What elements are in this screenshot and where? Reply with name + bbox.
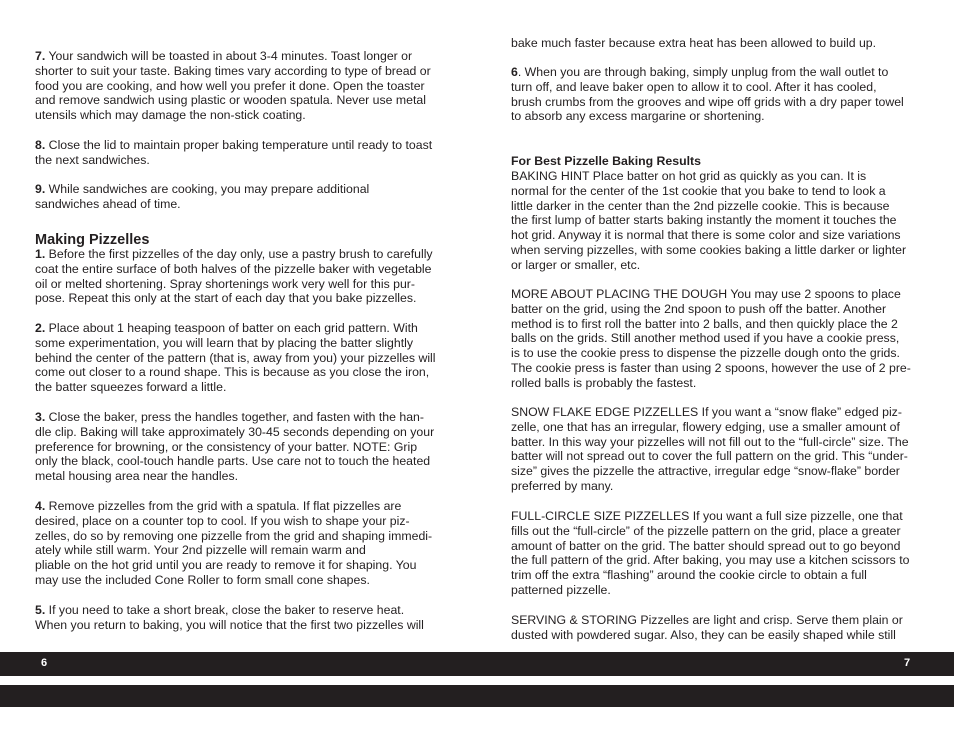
step-8-number: 8. — [35, 138, 46, 152]
pizzelle-step-2-number: 2. — [35, 321, 46, 335]
baking-hint-paragraph: BAKING HINT Place batter on hot grid as quickly as you can. It is normal for the center of the 1st cookie that you bake to tend to look a little darker in the center than the 2nd pizzelle cookie. This is because the first lump of batter starts baking instantly the moment it touches the hot grid. Anyway it is normal that there is some color and size variations when serving pizzelles, with some cookies baking a little darker or lighter or larger or smaller, etc. — [511, 169, 907, 272]
best-results-heading: For Best Pizzelle Baking Results — [511, 154, 701, 168]
pizzelle-step-2 — [35, 321, 445, 395]
pizzelle-step-3-text: Close the baker, press the handles together, and fasten with the han- dle clip. Baking will take approximately 30-45 seconds depending on your preference for browning, or the consistency of your batter. NOTE: Grip only the black, cool-touch handle parts. Use care not to touch the heated metal housing area near the handles. — [35, 410, 435, 483]
pizzelle-step-4 — [35, 499, 445, 588]
step-7-paragraph — [35, 49, 445, 123]
snow-flake-paragraph: SNOW FLAKE EDGE PIZZELLES If you want a “snow flake” edged piz- zelle, one that has an irregular, flowery edging, use a smaller amount of batter. In this way your pizzelles will not fill out to the “full-circle” size. The batter will not spread out to cover the full pattern on the grid. This “under- size” gives the pizzelle the attractive, irregular edge “snow-flake” border preferred by many. — [511, 405, 909, 493]
step-9-number: 9. — [35, 182, 46, 196]
bottom-footer-bar — [0, 685, 954, 707]
pizzelle-step-3 — [35, 410, 445, 484]
placing-dough-paragraph: MORE ABOUT PLACING THE DOUGH You may use 2 spoons to place batter on the grid, using the 2nd spoon to push off the batter. Another method is to first roll the batter into 2 balls, and then quickly place the 2 balls on the grids. Still another method used if you have a cookie press, is to use the cookie press to dispense the pizzelle dough onto the grids. The cookie press is faster than using 2 spoons, however the use of 2 pre- rolled balls is probably the fastest. — [511, 287, 911, 390]
making-pizzelles-heading: Making Pizzelles — [35, 232, 150, 248]
step-7-number: 7. — [35, 49, 46, 63]
page-number-right: 7 — [904, 657, 911, 669]
pizzelle-step-1-number: 1. — [35, 247, 46, 261]
pizzelle-step-4-text: Remove pizzelles from the grid with a spatula. If flat pizzelles are desired, place on a counter top to cool. If you wish to shape your piz- zelles, do so by removing one pizzelle from the grid and shaping immedi- ately while still warm. Your 2nd pizzelle will remain warm and pliable on the hot grid until you are ready to remove it for shaping. You may use the included Cone Roller to form small cone shapes. — [35, 499, 433, 587]
step-7-text: Your sandwich will be toasted in about 3-4 minutes. Toast longer or shorter to suit your taste. Baking times vary according to type of bread or food you are cooking, and how well you prefer it done. Open the toaster and remove sandwich using plastic or wooden spatula. Never use metal utensils which may damage the non-stick coating. — [35, 49, 431, 122]
serving-storing-paragraph: SERVING & STORING Pizzelles are light and crisp. Serve them plain or dusted with powdered sugar. Also, they can be easily shaped while still — [511, 613, 903, 642]
page-number-left: 6 — [41, 657, 48, 669]
pizzelle-step-4-number: 4. — [35, 499, 46, 513]
step-9-paragraph — [35, 182, 445, 212]
step-8-paragraph — [35, 138, 445, 168]
pizzelle-step-2-text: Place about 1 heaping teaspoon of batter on each grid pattern. With some experimentation, you will learn that by placing the batter slightly behind the center of the pattern (that is, away from you) your pizzelles will come out closer to a round shape. This is because as you close the iron, the batter squeezes forward a little. — [35, 321, 436, 394]
pizzelle-step-6 — [511, 65, 917, 124]
pizzelle-step-3-number: 3. — [35, 410, 46, 424]
pizzelle-step-1-text: Before the first pizzelles of the day only, use a pastry brush to carefully coat the entire surface of both halves of the pizzelle baker with vegetable oil or melted shortening. Spray shortenings work very well for this pur- pose. Repeat this only at the start of each day that you bake pizzelles. — [35, 247, 433, 306]
pizzelle-step-1 — [35, 247, 445, 306]
full-circle-paragraph: FULL-CIRCLE SIZE PIZZELLES If you want a full size pizzelle, one that fills out the “full-circle” of the pizzelle pattern on the grid, place a greater amount of batter on the grid. The batter should spread out to go beyond the full pattern of the grid. After baking, you may use a kitchen scissors to trim off the extra “flashing” around the cookie circle to obtain a full patterned pizzelle. — [511, 509, 910, 597]
pizzelle-step-5-number: 5. — [35, 603, 46, 617]
step-9-text: While sandwiches are cooking, you may prepare additional sandwiches ahead of time. — [35, 182, 370, 211]
pizzelle-step-5 — [35, 603, 445, 633]
step-8-text: Close the lid to maintain proper baking temperature until ready to toast the next sandwiches. — [35, 138, 433, 167]
pizzelle-step-6-text: . When you are through baking, simply unplug from the wall outlet to turn off, and leave baker open to allow it to cool. After it has cooled, brush crumbs from the grooves and wipe off grids with a dry paper towel to absorb any excess margarine or shortening. — [511, 65, 904, 124]
page-number-bar — [0, 652, 954, 676]
pizzelle-step-5-text: If you need to take a short break, close the baker to reserve heat. When you return to baking, you will notice that the first two pizzelles will — [35, 603, 424, 632]
step-5-continuation: bake much faster because extra heat has been allowed to build up. — [511, 36, 877, 50]
pizzelle-step-6-number: 6 — [511, 65, 518, 79]
